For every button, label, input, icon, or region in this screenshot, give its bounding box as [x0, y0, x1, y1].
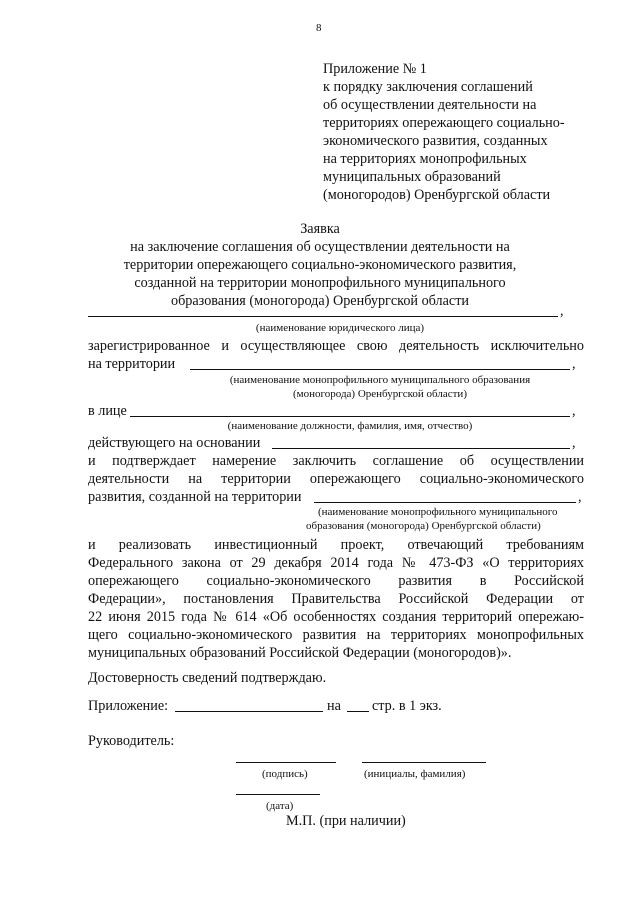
attachment-on: на: [327, 698, 341, 714]
appendix-line: к порядку заключения соглашений: [323, 79, 533, 95]
project-text: опережающего социально-экономического развития в Российской: [88, 573, 584, 589]
comma: ,: [572, 403, 576, 419]
hint-position: (наименование должности, фамилия, имя, отчество): [227, 420, 473, 432]
project-text: Федерального закона от 29 декабря 2014 года № 473-ФЗ «О территориях: [88, 555, 584, 571]
hint-initials: (инициалы, фамилия): [364, 768, 466, 780]
project-text: и реализовать инвестиционный проект, отвечающий требованиям: [88, 537, 584, 553]
title-line: образования (моногорода) Оренбургской области: [170, 293, 470, 309]
hint-signature: (подпись): [262, 768, 308, 780]
confirms-text: развития, созданной на территории: [88, 489, 302, 505]
initials-field[interactable]: [362, 762, 486, 763]
appendix-line: об осуществлении деятельности на: [323, 97, 537, 113]
project-text: муниципальных образований Российской Федерации (моногородов)».: [88, 645, 512, 661]
appendix-line: (моногородов) Оренбургской области: [323, 187, 551, 203]
confirms-text: и подтверждает намерение заключить соглашение об осуществлении: [88, 453, 584, 469]
hint-mono-b1: (наименование монопрофильного муниципального: [318, 506, 558, 518]
appendix-title: Приложение № 1: [323, 61, 427, 77]
confirm-info: Достоверность сведений подтверждаю.: [88, 670, 327, 686]
legal-entity-field[interactable]: [88, 316, 558, 317]
pages-field[interactable]: [347, 711, 369, 712]
hint-legal-entity: (наименование юридического лица): [255, 322, 425, 334]
territory-field[interactable]: [190, 369, 570, 370]
title-line: созданной на территории монопрофильного муниципального: [134, 275, 506, 291]
appendix-line: на территориях монопрофильных: [323, 151, 527, 167]
attachment-label: Приложение:: [88, 698, 169, 714]
on-territory-label: на территории: [88, 356, 176, 372]
person-field[interactable]: [130, 416, 570, 417]
page-number: 8: [316, 22, 322, 34]
project-text: щего социально-экономического развития на территориях монопрофильных: [88, 627, 584, 643]
title-line: на заключение соглашения об осуществлении деятельности на: [130, 239, 510, 255]
acting-basis-label: действующего на основании: [88, 435, 261, 451]
hint-mono-b2: образования (моногорода) Оренбургской области): [306, 520, 541, 532]
head-label: Руководитель:: [88, 733, 175, 749]
attachment-field[interactable]: [175, 711, 323, 712]
comma: ,: [572, 435, 576, 451]
confirms-text: деятельности на территории опережающего социально-экономического: [88, 471, 584, 487]
hint-mono-1: (наименование монопрофильного муниципального образования: [229, 374, 531, 386]
stamp-label: М.П. (при наличии): [286, 813, 406, 829]
attachment-pages: стр. в 1 экз.: [372, 698, 442, 714]
appendix-line: экономического развития, созданных: [323, 133, 548, 149]
basis-field[interactable]: [272, 448, 570, 449]
registered-text: зарегистрированное и осуществляющее свою деятельность исключительно: [88, 338, 584, 354]
title-line: территории опережающего социально-экономического развития,: [123, 257, 517, 273]
appendix-line: территориях опережающего социально-: [323, 115, 565, 131]
hint-mono-2: (моногорода) Оренбургской области): [293, 388, 467, 400]
comma: ,: [578, 489, 582, 505]
comma: ,: [560, 303, 564, 319]
territory-field-2[interactable]: [314, 502, 576, 503]
project-text: Федерации», постановления Правительства Российской Федерации от: [88, 591, 584, 607]
in-person-label: в лице: [88, 403, 127, 419]
appendix-line: муниципальных образований: [323, 169, 501, 185]
date-field[interactable]: [236, 794, 320, 795]
project-text: 22 июня 2015 года № 614 «Об особенностях создания территорий опережаю-: [88, 609, 584, 625]
comma: ,: [572, 356, 576, 372]
signature-field[interactable]: [236, 762, 336, 763]
hint-date: (дата): [266, 800, 294, 812]
title-word: Заявка: [300, 221, 340, 237]
